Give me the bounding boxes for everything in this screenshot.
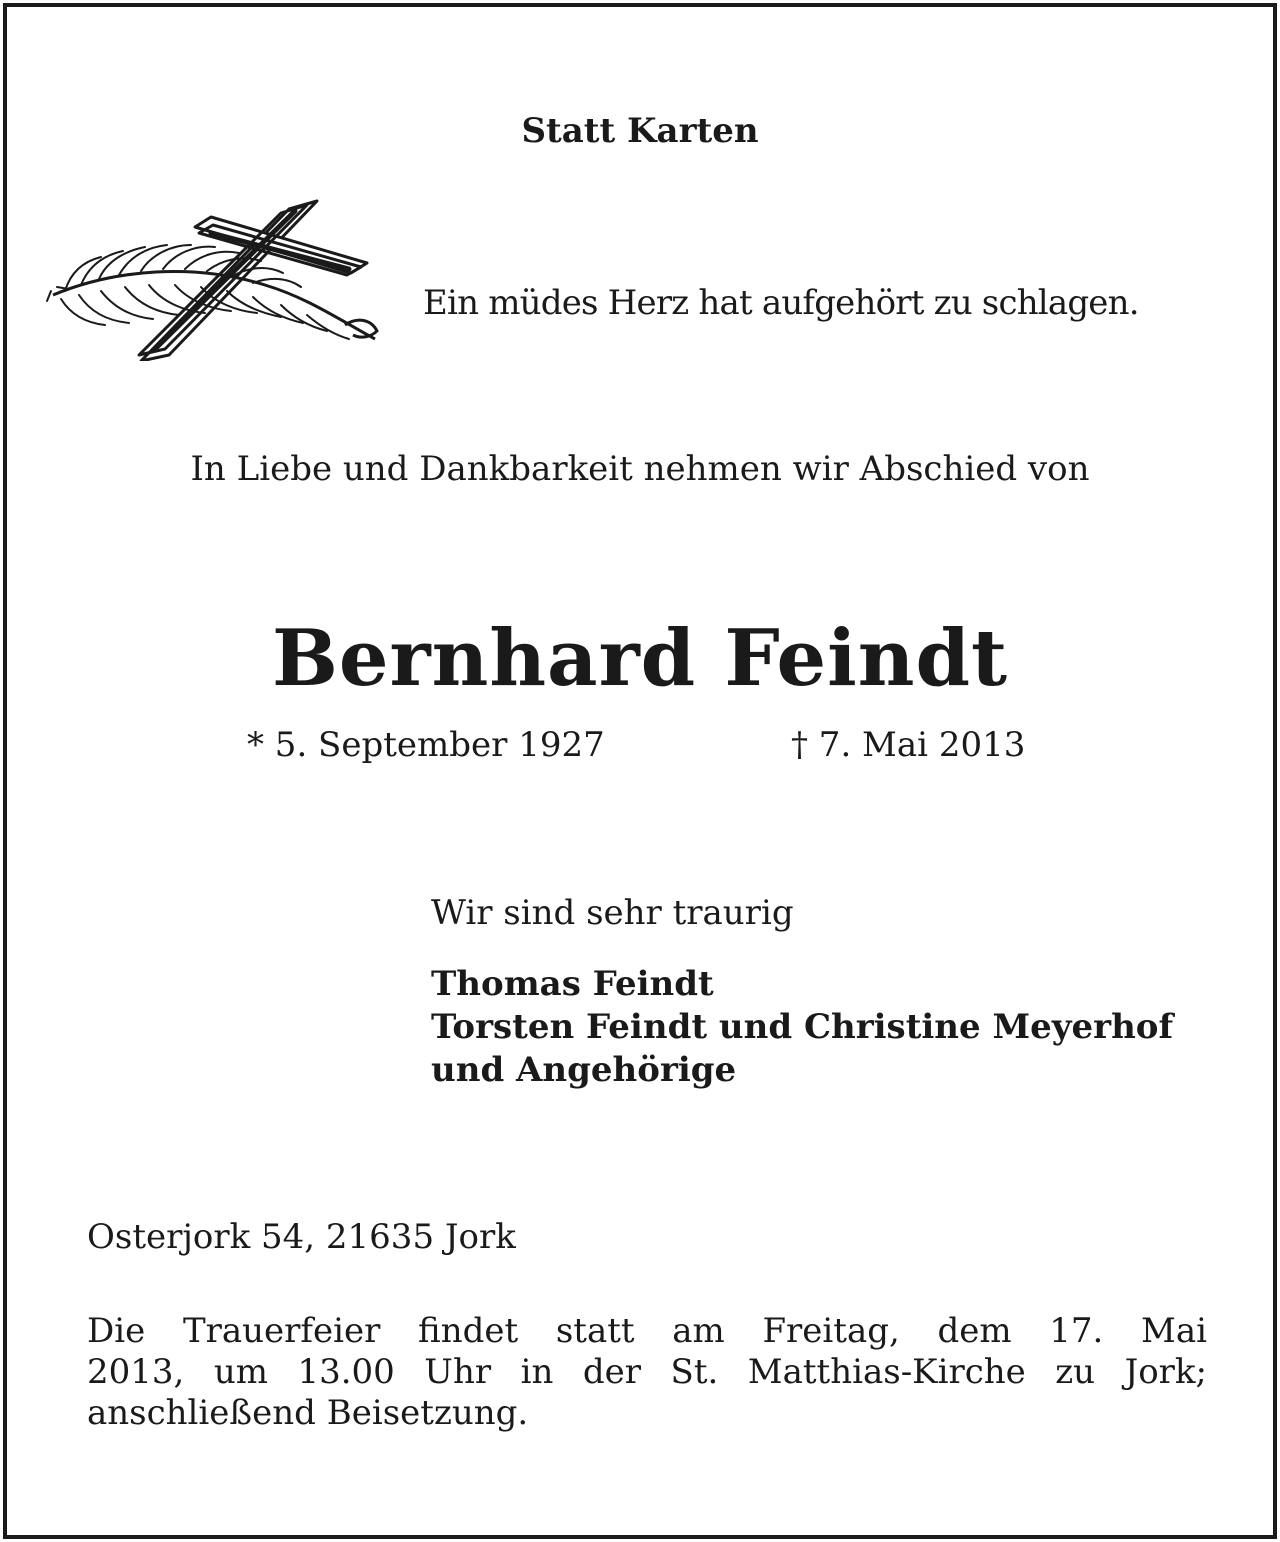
notice-header: Statt Karten (521, 111, 759, 151)
mourner-name: Thomas Feindt (431, 964, 714, 1004)
service-line: anschließend Beisetzung. (87, 1393, 529, 1433)
service-line: Die Trauerfeier findet statt am Freitag, dem 17. Mai (87, 1311, 1207, 1351)
service-line: 2013, um 13.00 Uhr in der St. Matthias-Kirche zu Jork; (87, 1352, 1207, 1392)
mourners-list (431, 963, 1173, 1092)
mourner-name: und Angehörige (431, 1050, 737, 1090)
birth-date: * 5. September 1927 (247, 725, 605, 765)
quote-line: Ein müdes Herz hat aufgehört zu schlagen. (423, 283, 1139, 323)
sadness-line: Wir sind sehr traurig (431, 893, 794, 933)
service-info (87, 1311, 1207, 1434)
cross-with-palm-branch-icon (45, 199, 383, 361)
address: Osterjork 54, 21635 Jork (87, 1217, 516, 1257)
notice-frame (3, 3, 1277, 1539)
mourner-name: Torsten Feindt und Christine Meyerhof (431, 1007, 1174, 1047)
death-date: † 7. Mai 2013 (791, 725, 1026, 765)
farewell-line: In Liebe und Dankbarkeit nehmen wir Abschied von (190, 449, 1090, 489)
deceased-name: Bernhard Feindt (271, 613, 1009, 704)
